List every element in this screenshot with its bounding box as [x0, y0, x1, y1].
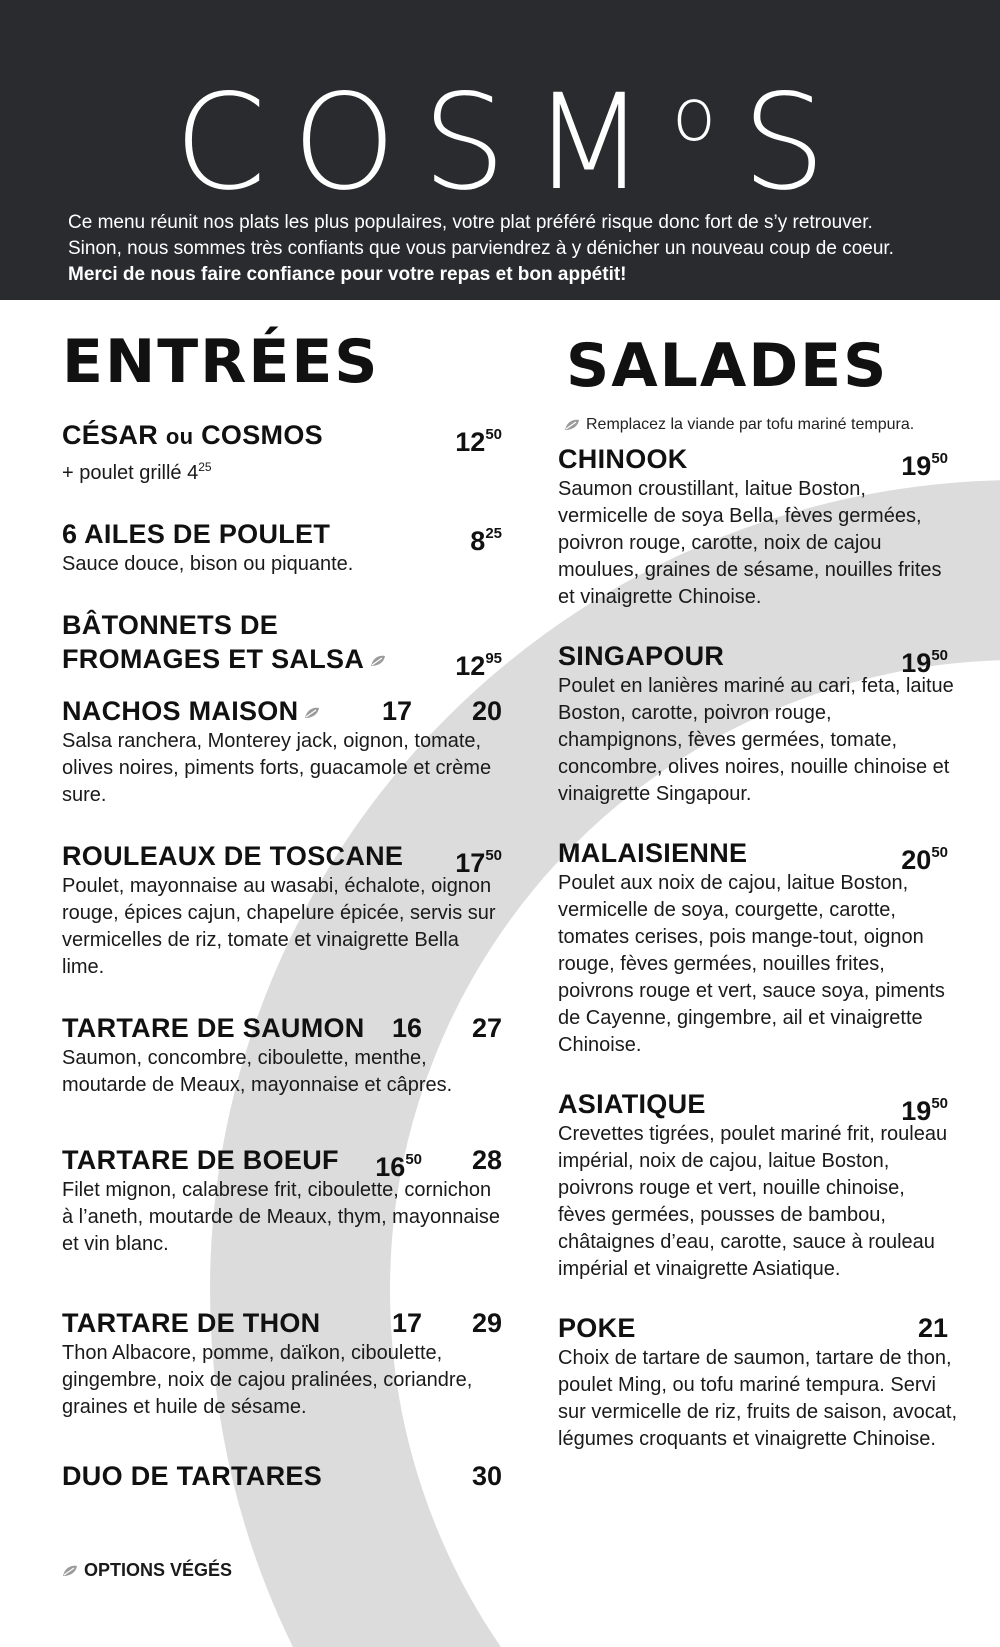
item-price: $17^{50}$	[455, 847, 502, 878]
item-price: $8^{25}$	[470, 525, 502, 556]
item-description: Thon Albacore, pomme, daïkon, ciboulette, gingembre, noix de cajou pralinées, coriandre, graines et huile de sésame.	[62, 1342, 473, 1418]
item-name-line-2: FROMAGES ET SALSA	[62, 642, 502, 676]
header-banner	[0, 0, 1000, 300]
leaf-icon	[370, 654, 386, 668]
item-name: TARTARE DE BOEUF	[62, 1145, 339, 1175]
item-name: SINGAPOUR	[558, 641, 725, 671]
item-price-small: 17	[381, 696, 412, 726]
item-description: Sauce douce, bison ou piquante.	[62, 553, 354, 575]
item-name: CÉSAR ou COSMOS	[62, 420, 323, 450]
menu-item-duo-tartares	[62, 1459, 502, 1493]
item-description: Poulet, mayonnaise au wasabi, échalote, oignon rouge, épices cajun, chapelure épicée, servis sur vermicelles de riz, tomate et vinaigrette Bella lime.	[62, 875, 496, 978]
item-name: NACHOS MAISON	[62, 694, 502, 728]
leaf-icon	[304, 706, 320, 720]
salad-item-chinook	[558, 442, 958, 611]
menu-item-tartare-boeuf	[62, 1143, 502, 1258]
item-description: Poulet en lanières mariné au cari, feta, laitue Boston, carotte, poivron rouge, champignons, fèves germées, tomate, concombre, olives noires, nouille chinoise et vinaigrette Singapour.	[558, 675, 954, 805]
menu-item-tartare-saumon	[62, 1011, 502, 1099]
salades-column	[558, 330, 958, 1453]
item-name: DUO DE TARTARES	[62, 1461, 322, 1491]
salad-item-poke	[558, 1311, 958, 1453]
entrees-column	[62, 326, 502, 1493]
item-price-large: 27	[471, 1013, 502, 1043]
item-name-line-1: BÂTONNETS DE	[62, 610, 279, 640]
item-name: 6 AILES DE POULET	[62, 519, 331, 549]
item-name: CHINOOK	[558, 444, 688, 474]
leaf-icon	[564, 418, 580, 432]
salad-item-asiatique	[558, 1087, 958, 1283]
item-price-large: 20	[471, 696, 502, 726]
salad-item-singapour	[558, 639, 958, 808]
menu-item-tartare-thon	[62, 1306, 502, 1421]
item-description: + poulet grillé $4^{25}$	[62, 460, 212, 484]
item-price-small: 17	[391, 1308, 422, 1338]
item-name: MALAISIENNE	[558, 838, 748, 868]
item-name: TARTARE DE SAUMON	[62, 1013, 365, 1043]
salad-item-malaisienne	[558, 836, 958, 1059]
intro-line-2: Sinon, nous sommes très confiants que vous parviendrez à y dénicher un nouveau coup de coeur.	[68, 238, 894, 259]
item-description: Crevettes tigrées, poulet mariné frit, rouleau impérial, noix de cajou, laitue Boston, poivrons rouge et vert, nouille chinoise, fèves germées, pousses de bambou, châtaignes d’eau, carotte, sauce à rouleau impérial et vinaigrette Asiatique.	[558, 1123, 948, 1280]
item-name: ROULEAUX DE TOSCANE	[62, 841, 404, 871]
menu-item-nachos	[62, 694, 502, 809]
item-price-small: $16^{50}$	[375, 1151, 422, 1182]
item-name: TARTARE DE THON	[62, 1308, 321, 1338]
item-name: ASIATIQUE	[558, 1089, 706, 1119]
item-description: Filet mignon, calabrese frit, ciboulette, cornichon à l’aneth, moutarde de Meaux, thym, mayonnaise et vin blanc.	[62, 1179, 501, 1255]
item-description: Salsa ranchera, Monterey jack, oignon, tomate, olives noires, piments forts, guacamole et crème sure.	[62, 730, 492, 806]
item-price: $19^{50}$	[901, 647, 948, 678]
intro-line-1: Ce menu réunit nos plats les plus populaires, votre plat préféré risque donc fort de s’y retrouver.	[68, 212, 873, 233]
menu-item-batonnets	[62, 608, 502, 681]
item-price: $19^{50}$	[901, 1095, 948, 1126]
leaf-icon	[62, 1564, 78, 1578]
item-price-large: 29	[471, 1308, 502, 1338]
item-description: Saumon, concombre, ciboulette, menthe, moutarde de Meaux, mayonnaise et câpres.	[62, 1047, 453, 1096]
item-price: $20^{50}$	[901, 844, 948, 875]
item-price: 30	[471, 1461, 502, 1491]
menu-item-cesar	[62, 418, 502, 487]
item-price: $19^{50}$	[901, 450, 948, 481]
item-price: $12^{95}$	[455, 650, 502, 681]
entrees-title: ENTRÉES	[62, 327, 380, 397]
menu-item-rouleaux	[62, 839, 502, 981]
item-description: Saumon croustillant, laitue Boston, vermicelle de soya Bella, fèves germées, poivron rouge, carotte, noix de cajou moulues, graines de sésame, nouilles frites et vinaigrette Chinoise.	[558, 478, 942, 608]
item-description: Choix de tartare de saumon, tartare de thon, poulet Ming, ou tofu mariné tempura. Servi sur vermicelle de riz, fruits de saison, avocat, légumes croquants et vinaigrette Chinoise.	[558, 1347, 958, 1450]
salades-title: SALADES	[566, 331, 889, 401]
item-price: 21	[917, 1313, 948, 1343]
intro-line-3: Merci de nous faire confiance pour votre repas et bon appétit!	[68, 264, 627, 285]
item-description: Poulet aux noix de cajou, laitue Boston, vermicelle de soya, courgette, carotte, tomates cerises, pois mange-tout, oignon rouge, fèves germées, nouilles frites, poivrons rouge et vert, sauce soya, piments de Cayenne, gingembre, ail et vinaigrette Chinoise.	[558, 872, 945, 1056]
cosmos-logo: COSM$^o$S	[174, 66, 852, 220]
item-price: $12^{50}$	[455, 426, 502, 457]
vege-legend: OPTIONS VÉGÉS	[62, 1560, 232, 1581]
item-price-small: 16	[391, 1013, 422, 1043]
item-price-large: 28	[471, 1145, 502, 1175]
item-name: POKE	[558, 1313, 636, 1343]
salades-note: Remplacez la viande par tofu mariné tempura.	[564, 414, 958, 436]
intro-text	[68, 210, 948, 288]
menu-item-ailes	[62, 517, 502, 578]
